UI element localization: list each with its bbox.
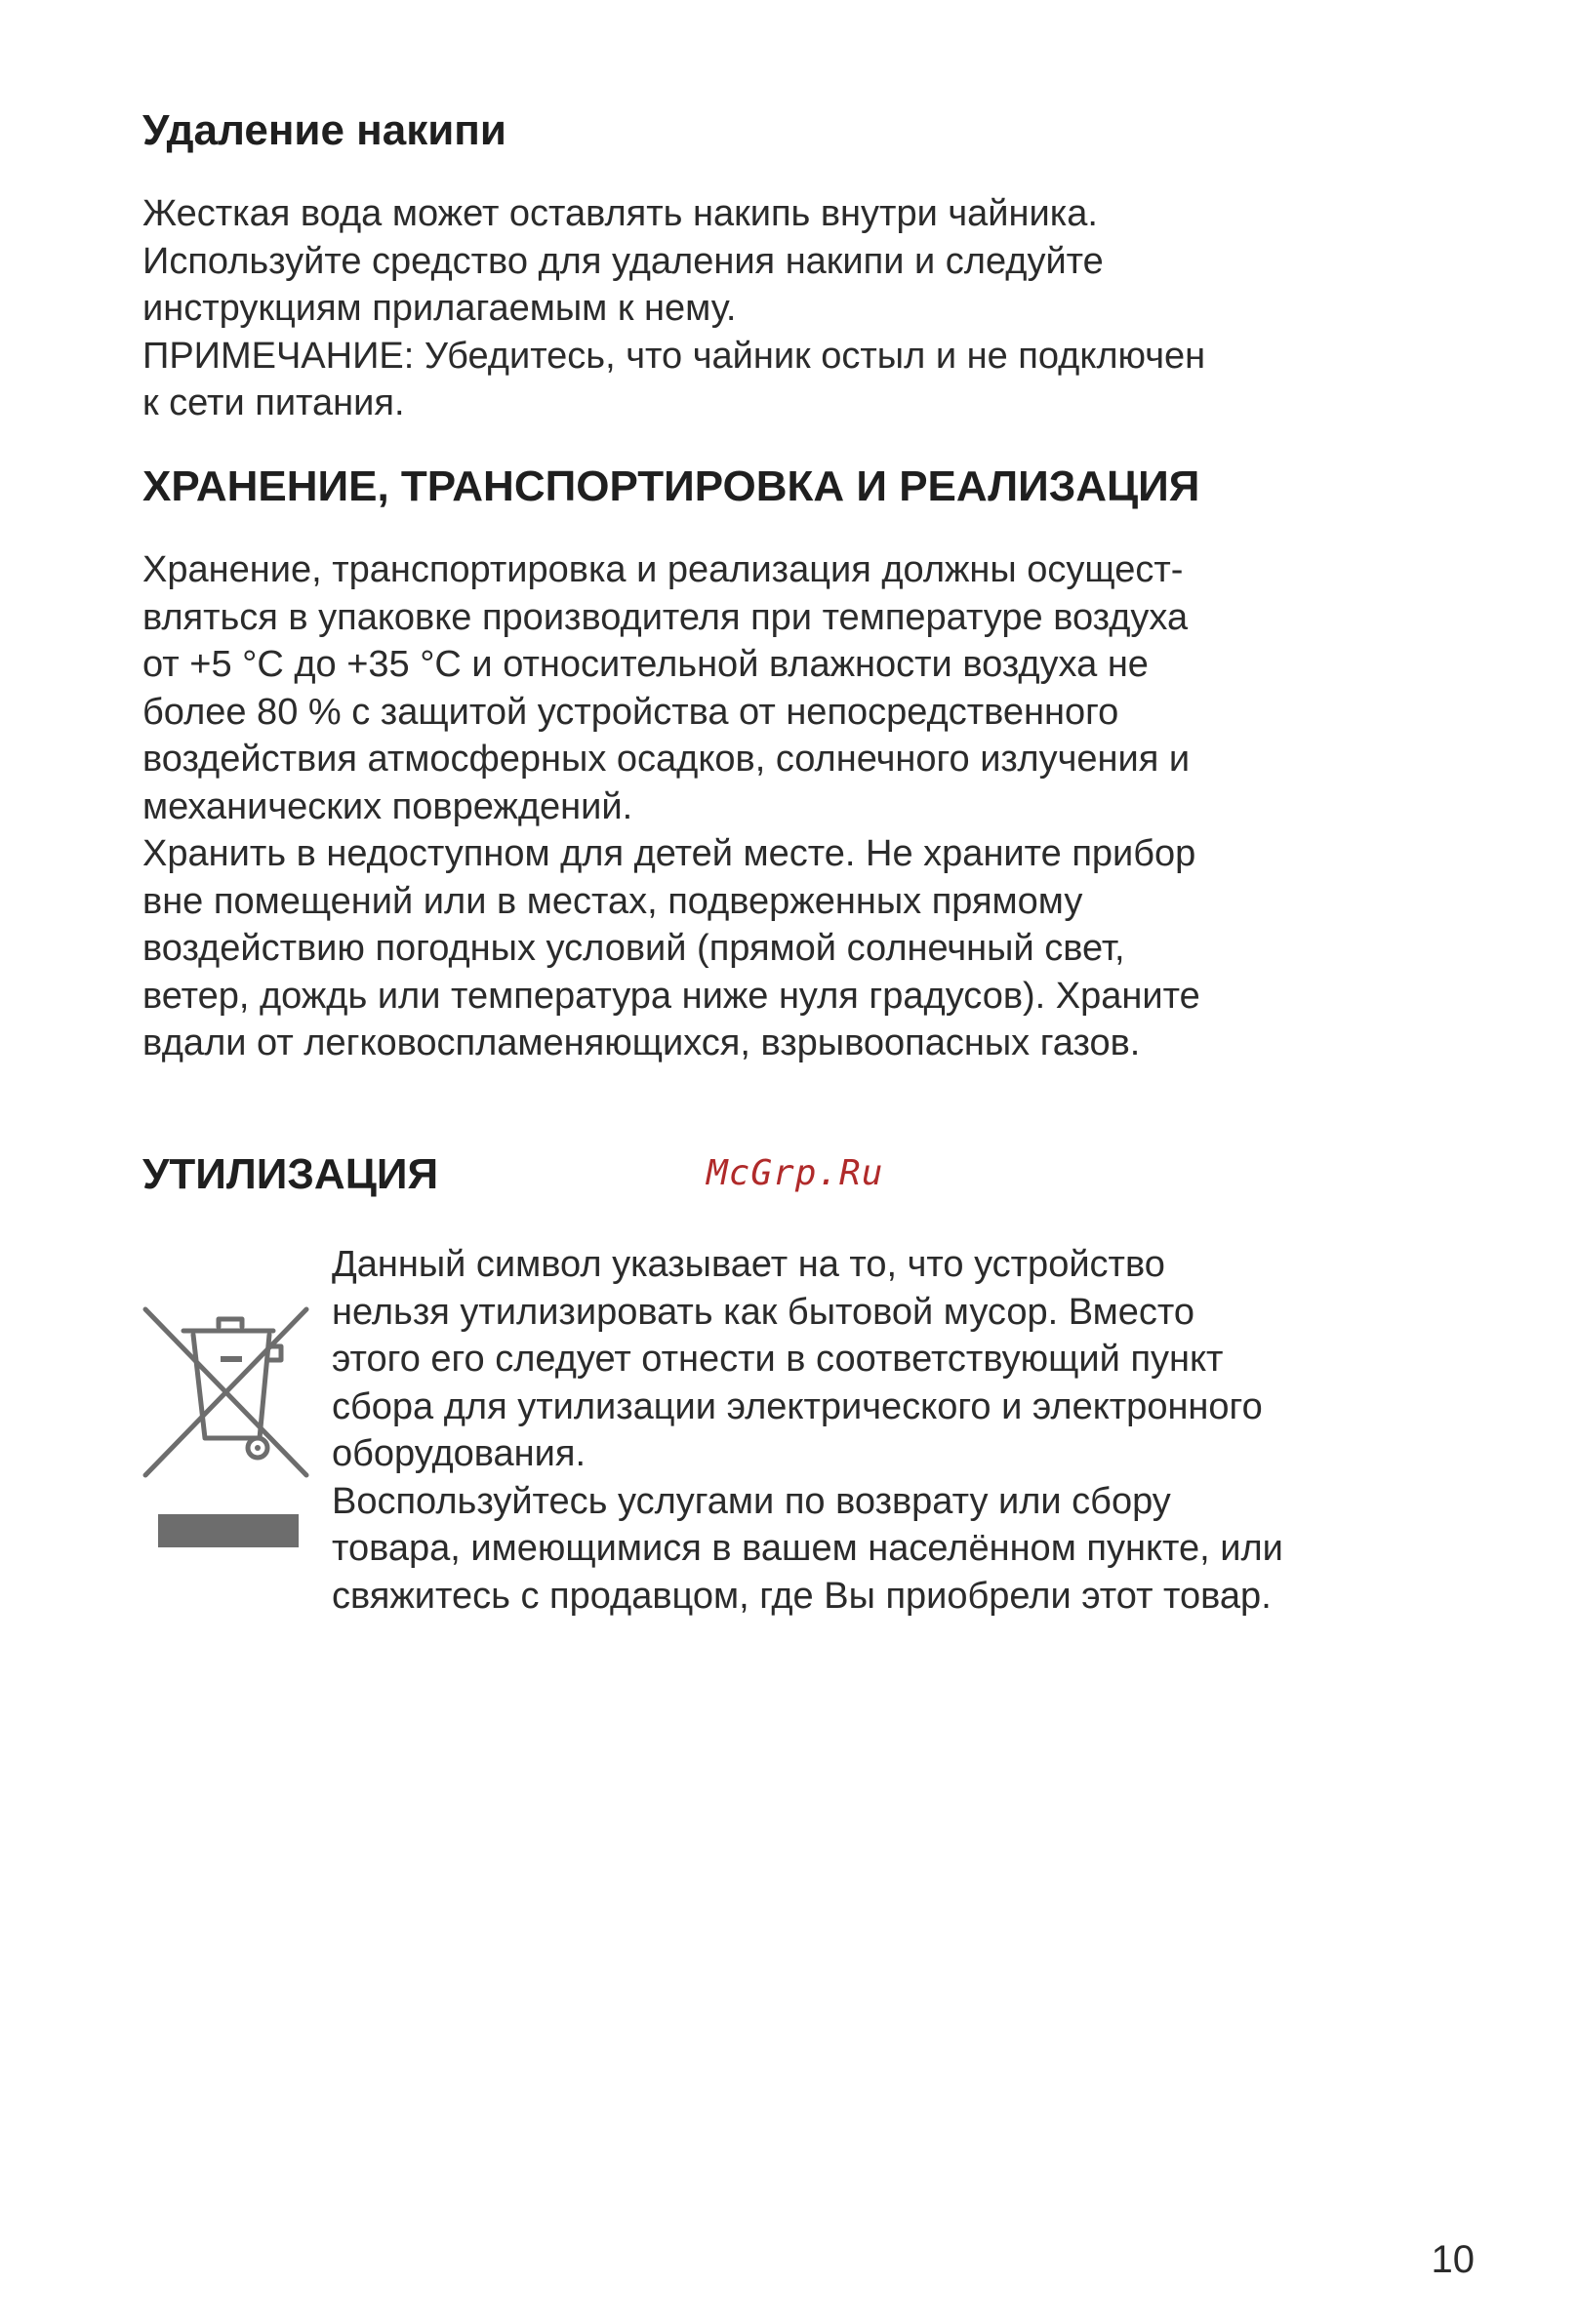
text-line: Хранение, транспортировка и реализация должны осущест- [142,549,1184,590]
text-line: Хранить в недоступном для детей месте. Не храните прибор [142,833,1196,874]
disposal-heading: УТИЛИЗАЦИЯ [142,1150,439,1198]
text-line: вдали от легковоспламеняющихся, взрывоопасных газов. [142,1022,1141,1063]
text-line: от +5 °С до +35 °С и относительной влажности воздуха не [142,644,1149,685]
text-line: свяжитесь с продавцом, где Вы приобрели этот товар. [332,1575,1272,1617]
text-line: сбора для утилизации электрического и электронного [332,1385,1263,1427]
descaling-text [142,190,1205,427]
watermark: McGrp.Ru [707,1153,884,1193]
text-line: этого его следует отнести в соответствующий пункт [332,1339,1224,1380]
text-line: оборудования. [332,1433,587,1474]
text-line: воздействия атмосферных осадков, солнечного излучения и [142,739,1191,780]
text-line: вляться в упаковке производителя при температуре воздуха [142,596,1189,638]
text-line: вне помещений или в местах, подверженных прямому [142,880,1083,922]
storage-heading: ХРАНЕНИЕ, ТРАНСПОРТИРОВКА И РЕАЛИЗАЦИЯ [142,462,1200,510]
text-line: ветер, дождь или температура ниже нуля градусов). Храните [142,975,1200,1017]
weee-crossed-bin-icon [142,1303,318,1557]
text-line: воздействию погодных условий (прямой солнечный свет, [142,928,1125,969]
text-line: нельзя утилизировать как бытовой мусор. Вместо [332,1291,1195,1333]
text-line: более 80 % с защитой устройства от непосредственного [142,691,1119,733]
text-line: Используйте средство для удаления накипи и следуйте [142,240,1104,282]
text-line: механических повреждений. [142,785,633,827]
storage-text [142,546,1200,1067]
text-line: инструкциям прилагаемым к нему. [142,288,737,329]
text-line: Воспользуйтесь услугами по возврату или сбору [332,1480,1171,1522]
text-line: к сети питания. [142,382,405,423]
text-line: Данный символ указывает на то, что устройство [332,1244,1165,1285]
text-line: Жесткая вода может оставлять накипь внутри чайника. [142,193,1098,234]
page-number: 10 [1431,2238,1475,2281]
text-line: товара, имеющимися в вашем населённом пункте, или [332,1528,1283,1569]
descaling-heading: Удаление накипи [142,106,506,154]
disposal-text [332,1241,1283,1620]
text-line: ПРИМЕЧАНИЕ: Убедитесь, что чайник остыл и не подключен [142,335,1206,377]
